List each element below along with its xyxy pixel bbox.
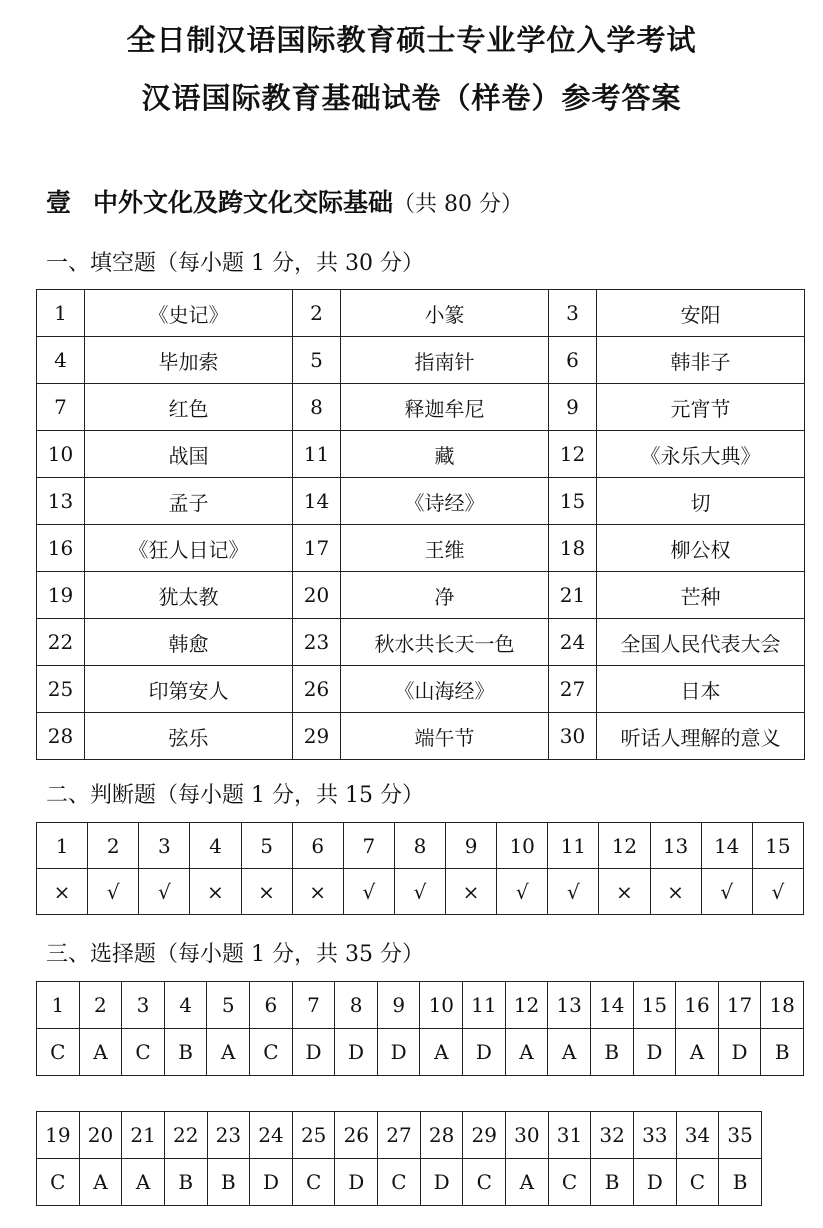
answer-cell: 柳公权 bbox=[597, 525, 805, 572]
question-number: 31 bbox=[548, 1112, 591, 1159]
question-number: 5 bbox=[241, 823, 292, 869]
answer-cell: 净 bbox=[341, 572, 549, 619]
answer-cell: × bbox=[292, 869, 343, 915]
question-number: 33 bbox=[633, 1112, 676, 1159]
title-line-1: 全日制汉语国际教育硕士专业学位入学考试 bbox=[126, 23, 697, 57]
answer-cell: √ bbox=[701, 869, 752, 915]
answer-cell: B bbox=[164, 1159, 207, 1206]
question-number: 5 bbox=[207, 982, 250, 1029]
answer-cell: 元宵节 bbox=[597, 384, 805, 431]
answer-cell: C bbox=[463, 1159, 506, 1206]
fill-blank-heading: 一、填空题（每小题 1 分，共 30 分） bbox=[46, 251, 424, 276]
question-number: 19 bbox=[37, 572, 85, 619]
question-number: 20 bbox=[293, 572, 341, 619]
answer-cell: A bbox=[122, 1159, 165, 1206]
answer-cell: D bbox=[633, 1029, 676, 1076]
answer-cell: A bbox=[548, 1029, 591, 1076]
question-number: 1 bbox=[37, 982, 80, 1029]
question-number: 11 bbox=[548, 823, 599, 869]
answer-cell: 释迦牟尼 bbox=[341, 384, 549, 431]
multiple-choice-number-row bbox=[37, 982, 804, 1029]
answer-cell: 小篆 bbox=[341, 290, 549, 337]
question-number: 7 bbox=[37, 384, 85, 431]
answer-cell: A bbox=[676, 1029, 719, 1076]
answer-cell: 《史记》 bbox=[85, 290, 293, 337]
answer-cell: A bbox=[207, 1029, 250, 1076]
answer-cell: B bbox=[719, 1159, 762, 1206]
question-number: 26 bbox=[335, 1112, 378, 1159]
question-number: 28 bbox=[420, 1112, 463, 1159]
question-number: 20 bbox=[79, 1112, 122, 1159]
question-number: 27 bbox=[549, 666, 597, 713]
question-number: 6 bbox=[549, 337, 597, 384]
answer-cell: 韩愈 bbox=[85, 619, 293, 666]
question-number: 25 bbox=[292, 1112, 335, 1159]
answer-cell: B bbox=[207, 1159, 250, 1206]
answer-cell: C bbox=[548, 1159, 591, 1206]
title-line-2: 汉语国际教育基础试卷（样卷）参考答案 bbox=[141, 81, 682, 115]
answer-cell: B bbox=[761, 1029, 804, 1076]
answer-cell: D bbox=[633, 1159, 676, 1206]
answer-cell: C bbox=[250, 1029, 293, 1076]
section-heading bbox=[46, 183, 523, 219]
answer-cell: 指南针 bbox=[341, 337, 549, 384]
question-number: 27 bbox=[378, 1112, 421, 1159]
question-number: 18 bbox=[549, 525, 597, 572]
question-number: 5 bbox=[293, 337, 341, 384]
question-number: 1 bbox=[37, 823, 88, 869]
answer-cell: × bbox=[599, 869, 650, 915]
answer-cell: 印第安人 bbox=[85, 666, 293, 713]
answer-cell: C bbox=[37, 1159, 80, 1206]
question-number: 8 bbox=[293, 384, 341, 431]
answer-cell: × bbox=[37, 869, 88, 915]
table-row bbox=[37, 384, 805, 431]
answer-cell: 战国 bbox=[85, 431, 293, 478]
question-number: 26 bbox=[293, 666, 341, 713]
question-number: 22 bbox=[164, 1112, 207, 1159]
table-row bbox=[37, 666, 805, 713]
question-number: 9 bbox=[446, 823, 497, 869]
question-number: 25 bbox=[37, 666, 85, 713]
question-number: 17 bbox=[718, 982, 761, 1029]
question-number: 7 bbox=[292, 982, 335, 1029]
question-number: 23 bbox=[207, 1112, 250, 1159]
answer-cell: 秋水共长天一色 bbox=[341, 619, 549, 666]
answer-cell: √ bbox=[394, 869, 445, 915]
question-number: 12 bbox=[599, 823, 650, 869]
multiple-choice-table-1 bbox=[36, 981, 804, 1076]
true-false-number-row bbox=[37, 823, 804, 869]
answer-cell: B bbox=[591, 1159, 634, 1206]
table-row bbox=[37, 431, 805, 478]
question-number: 3 bbox=[122, 982, 165, 1029]
question-number: 21 bbox=[122, 1112, 165, 1159]
question-number: 6 bbox=[292, 823, 343, 869]
question-number: 24 bbox=[250, 1112, 293, 1159]
answer-cell: √ bbox=[497, 869, 548, 915]
answer-cell: 听话人理解的意义 bbox=[597, 713, 805, 760]
table-row bbox=[37, 713, 805, 760]
answer-cell: D bbox=[420, 1159, 463, 1206]
multiple-choice-number-row bbox=[37, 1112, 762, 1159]
table-row bbox=[37, 337, 805, 384]
question-number: 4 bbox=[37, 337, 85, 384]
question-number: 9 bbox=[377, 982, 420, 1029]
question-number: 30 bbox=[506, 1112, 549, 1159]
question-number: 16 bbox=[37, 525, 85, 572]
answer-cell: A bbox=[505, 1029, 548, 1076]
answer-cell: C bbox=[676, 1159, 719, 1206]
answer-cell: 毕加索 bbox=[85, 337, 293, 384]
section-number: 壹 bbox=[46, 188, 72, 217]
answer-cell: D bbox=[335, 1029, 378, 1076]
answer-cell: D bbox=[335, 1159, 378, 1206]
answer-cell: 全国人民代表大会 bbox=[597, 619, 805, 666]
question-number: 11 bbox=[293, 431, 341, 478]
question-number: 13 bbox=[37, 478, 85, 525]
question-number: 10 bbox=[420, 982, 463, 1029]
multiple-choice-answer-row bbox=[37, 1159, 762, 1206]
answer-cell: 《永乐大典》 bbox=[597, 431, 805, 478]
question-number: 10 bbox=[37, 431, 85, 478]
question-number: 19 bbox=[37, 1112, 80, 1159]
question-number: 16 bbox=[676, 982, 719, 1029]
question-number: 2 bbox=[79, 982, 122, 1029]
answer-cell: × bbox=[650, 869, 701, 915]
answer-cell: B bbox=[164, 1029, 207, 1076]
question-number: 8 bbox=[335, 982, 378, 1029]
answer-cell: 孟子 bbox=[85, 478, 293, 525]
question-number: 17 bbox=[293, 525, 341, 572]
question-number: 12 bbox=[505, 982, 548, 1029]
table-row bbox=[37, 619, 805, 666]
question-number: 29 bbox=[293, 713, 341, 760]
answer-cell: C bbox=[122, 1029, 165, 1076]
question-number: 2 bbox=[293, 290, 341, 337]
question-number: 12 bbox=[549, 431, 597, 478]
question-number: 28 bbox=[37, 713, 85, 760]
question-number: 8 bbox=[394, 823, 445, 869]
question-number: 30 bbox=[549, 713, 597, 760]
answer-cell: 韩非子 bbox=[597, 337, 805, 384]
question-number: 18 bbox=[761, 982, 804, 1029]
answer-cell: 藏 bbox=[341, 431, 549, 478]
answer-cell: √ bbox=[548, 869, 599, 915]
answer-cell: 安阳 bbox=[597, 290, 805, 337]
section-name: 中外文化及跨文化交际基础 bbox=[93, 188, 394, 217]
question-number: 11 bbox=[463, 982, 506, 1029]
answer-cell: D bbox=[463, 1029, 506, 1076]
answer-cell: C bbox=[378, 1159, 421, 1206]
answer-cell: C bbox=[37, 1029, 80, 1076]
question-number: 22 bbox=[37, 619, 85, 666]
answer-cell: D bbox=[250, 1159, 293, 1206]
question-number: 13 bbox=[548, 982, 591, 1029]
answer-cell: 端午节 bbox=[341, 713, 549, 760]
question-number: 10 bbox=[497, 823, 548, 869]
table-row bbox=[37, 290, 805, 337]
question-number: 14 bbox=[293, 478, 341, 525]
question-number: 7 bbox=[343, 823, 394, 869]
question-number: 15 bbox=[549, 478, 597, 525]
question-number: 1 bbox=[37, 290, 85, 337]
answer-cell: √ bbox=[343, 869, 394, 915]
question-number: 15 bbox=[633, 982, 676, 1029]
question-number: 23 bbox=[293, 619, 341, 666]
section-points: （共 80 分） bbox=[393, 192, 524, 217]
question-number: 2 bbox=[88, 823, 139, 869]
answer-cell: A bbox=[420, 1029, 463, 1076]
multiple-choice-table-2 bbox=[36, 1111, 762, 1206]
question-number: 14 bbox=[590, 982, 633, 1029]
question-number: 9 bbox=[549, 384, 597, 431]
true-false-table bbox=[36, 822, 804, 915]
question-number: 29 bbox=[463, 1112, 506, 1159]
answer-cell: √ bbox=[752, 869, 803, 915]
question-number: 3 bbox=[139, 823, 190, 869]
answer-cell: 日本 bbox=[597, 666, 805, 713]
answer-cell: × bbox=[241, 869, 292, 915]
table-row bbox=[37, 525, 805, 572]
answer-cell: C bbox=[292, 1159, 335, 1206]
table-row bbox=[37, 478, 805, 525]
answer-cell: 弦乐 bbox=[85, 713, 293, 760]
question-number: 24 bbox=[549, 619, 597, 666]
answer-cell: A bbox=[79, 1029, 122, 1076]
question-number: 34 bbox=[676, 1112, 719, 1159]
answer-cell: D bbox=[718, 1029, 761, 1076]
true-false-heading: 二、判断题（每小题 1 分，共 15 分） bbox=[46, 783, 424, 808]
answer-cell: D bbox=[292, 1029, 335, 1076]
question-number: 14 bbox=[701, 823, 752, 869]
question-number: 32 bbox=[591, 1112, 634, 1159]
question-number: 21 bbox=[549, 572, 597, 619]
answer-cell: D bbox=[377, 1029, 420, 1076]
multiple-choice-heading: 三、选择题（每小题 1 分，共 35 分） bbox=[46, 942, 424, 967]
question-number: 13 bbox=[650, 823, 701, 869]
question-number: 4 bbox=[164, 982, 207, 1029]
answer-cell: √ bbox=[139, 869, 190, 915]
fill-blank-table bbox=[36, 289, 805, 760]
answer-cell: 《诗经》 bbox=[341, 478, 549, 525]
answer-cell: A bbox=[506, 1159, 549, 1206]
true-false-answer-row bbox=[37, 869, 804, 915]
multiple-choice-answer-row bbox=[37, 1029, 804, 1076]
answer-cell: 《狂人日记》 bbox=[85, 525, 293, 572]
table-row bbox=[37, 572, 805, 619]
question-number: 6 bbox=[250, 982, 293, 1029]
answer-cell: 切 bbox=[597, 478, 805, 525]
answer-cell: 《山海经》 bbox=[341, 666, 549, 713]
answer-cell: B bbox=[590, 1029, 633, 1076]
answer-cell: 王维 bbox=[341, 525, 549, 572]
answer-cell: 犹太教 bbox=[85, 572, 293, 619]
answer-cell: A bbox=[79, 1159, 122, 1206]
answer-cell: × bbox=[446, 869, 497, 915]
answer-cell: 红色 bbox=[85, 384, 293, 431]
question-number: 15 bbox=[752, 823, 803, 869]
question-number: 3 bbox=[549, 290, 597, 337]
question-number: 35 bbox=[719, 1112, 762, 1159]
answer-cell: 芒种 bbox=[597, 572, 805, 619]
answer-cell: √ bbox=[88, 869, 139, 915]
answer-cell: × bbox=[190, 869, 241, 915]
question-number: 4 bbox=[190, 823, 241, 869]
